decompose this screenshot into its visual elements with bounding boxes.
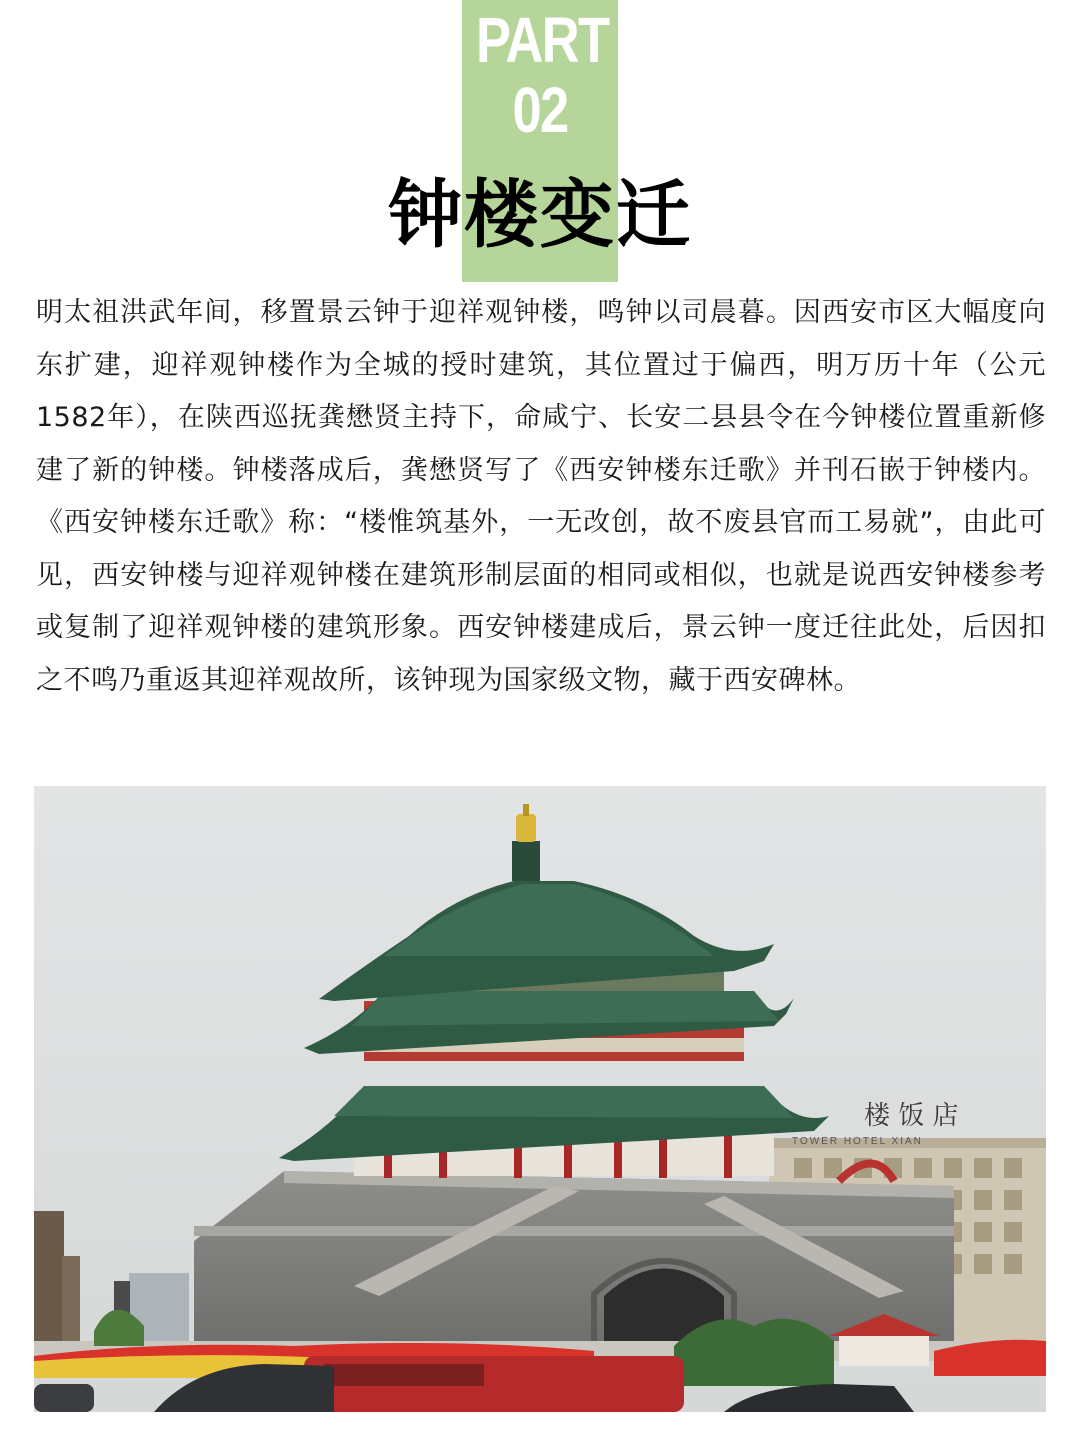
body-paragraph: 明太祖洪武年间，移置景云钟于迎祥观钟楼，鸣钟以司晨暮。因西安市区大幅度向东扩建，迎祥观钟楼作为全城的授时建筑，其位置过于偏西，明万历十年（公元1582年），在陕西巡抚龚懋贤主持下，命咸宁、长安二县县令在今钟楼位置重新修建了新的钟楼。钟楼落成后，龚懋贤写了《西安钟楼东迁歌》并刊石嵌于钟楼内。《西安钟楼东迁歌》称：“楼惟筑基外，一无改创，故不废县官而工易就”，由此可见，西安钟楼与迎祥观钟楼在建筑形制层面的相同或相似，也就是说西安钟楼参考或复制了迎祥观钟楼的建筑形象。西安钟楼建成后，景云钟一度迁往此处，后因扣之不鸣乃重返其迎祥观故所，该钟现为国家级文物，藏于西安碑林。 [36,297,1046,696]
part-number: 02 [512,74,568,146]
part-label: PART [476,4,609,76]
bell-tower-illustration [34,786,1046,1412]
hotel-sign-en: TOWER HOTEL XIAN [792,1136,923,1147]
section-title: 钟楼变迁 [388,172,692,258]
hotel-sign-cn: 楼 饭 店 [864,1101,959,1131]
tower-base [194,1171,954,1341]
bell-tower-photo [34,786,1046,1412]
